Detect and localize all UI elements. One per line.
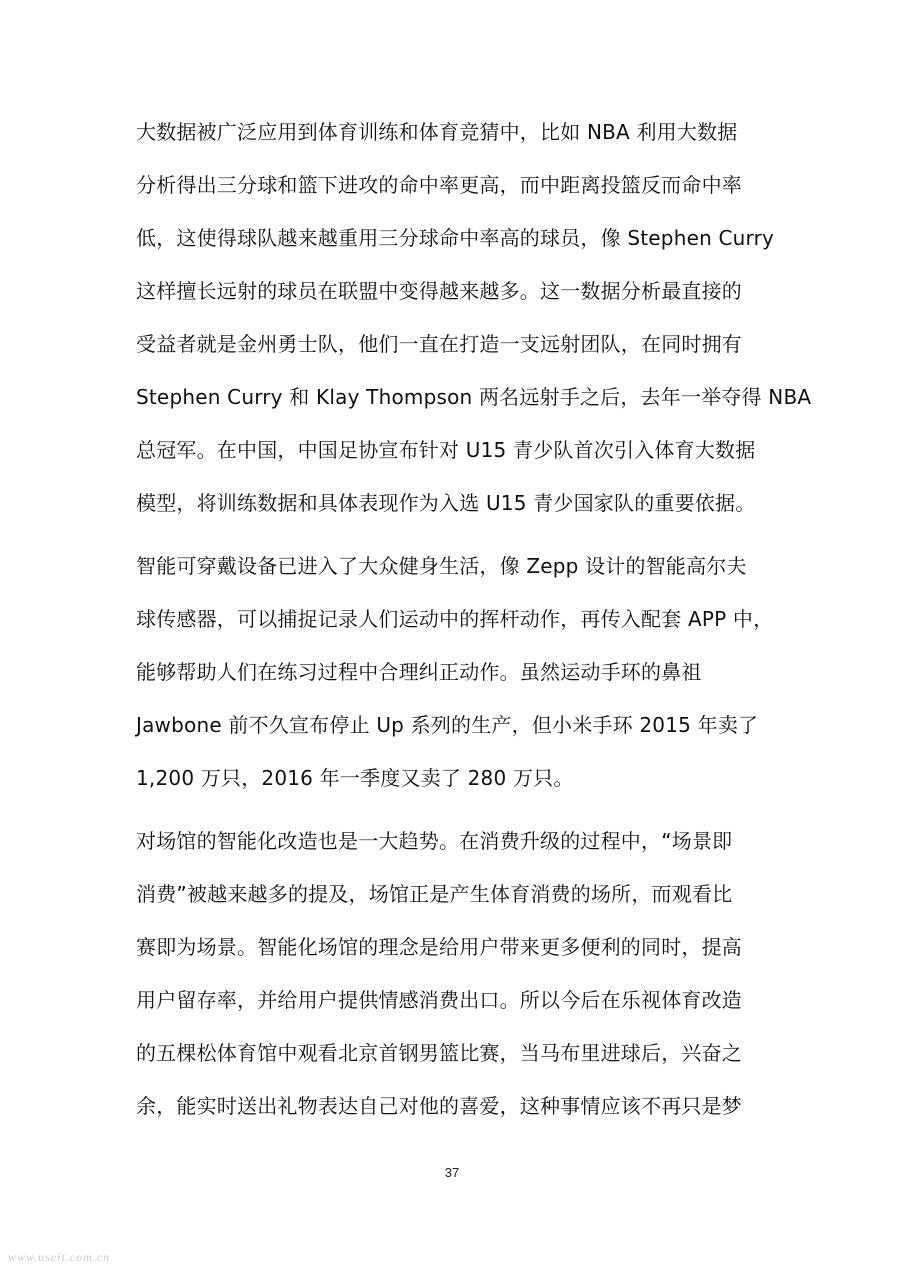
text-line: 模型，将训练数据和具体表现作为入选 U15 青少国家队的重要依据。: [136, 491, 756, 515]
text-line: 大数据被广泛应用到体育训练和体育竞猜中，比如 NBA 利用大数据: [136, 120, 738, 144]
text-line: 消费”被越来越多的提及，场馆正是产生体育消费的场所，而观看比: [136, 882, 733, 906]
text-line: 对场馆的智能化改造也是一大趋势。在消费升级的过程中，“场景即: [136, 829, 733, 853]
text-line: 能够帮助人们在练习过程中合理纠正动作。虽然运动手环的鼻祖: [136, 660, 702, 684]
paragraph-smart-venues: [136, 815, 776, 1133]
page-number: 37: [444, 1165, 460, 1180]
body-text: [136, 106, 812, 1133]
text-line: 余，能实时送出礼物表达自己对他的喜爱，这种事情应该不再只是梦: [136, 1094, 742, 1118]
watermark: www.useit.com.cn: [8, 1250, 111, 1264]
text-line: 用户留存率，并给用户提供情感消费出口。所以今后在乐视体育改造: [136, 988, 742, 1012]
text-line: 这样擅长远射的球员在联盟中变得越来越多。这一数据分析最直接的: [136, 279, 742, 303]
text-line: 的五棵松体育馆中观看北京首钢男篮比赛，当马布里进球后，兴奋之: [136, 1041, 742, 1065]
text-line: 低，这使得球队越来越重用三分球命中率高的球员，像 Stephen Curry: [136, 226, 775, 250]
text-line: 1,200 万只，2016 年一季度又卖了 280 万只。: [136, 766, 574, 790]
text-line: 总冠军。在中国，中国足协宣布针对 U15 青少队首次引入体育大数据: [136, 438, 756, 462]
paragraph-wearables: [136, 540, 776, 805]
paragraph-spacer: [136, 805, 776, 815]
text-line: 智能可穿戴设备已进入了大众健身生活，像 Zepp 设计的智能高尔夫: [136, 554, 747, 578]
text-line: 球传感器，可以捕捉记录人们运动中的挥杆动作，再传入配套 APP 中，: [136, 607, 774, 631]
text-line: 分析得出三分球和篮下进攻的命中率更高，而中距离投篮反而命中率: [136, 173, 742, 197]
paragraph-spacer: [136, 530, 776, 540]
text-line: 受益者就是金州勇士队，他们一直在打造一支远射团队，在同时拥有: [136, 332, 742, 356]
text-line: Stephen Curry 和 Klay Thompson 两名远射手之后，去年一举夺得 NBA: [136, 385, 812, 409]
paragraph-nba-big-data: [136, 106, 812, 530]
text-line: 赛即为场景。智能化场馆的理念是给用户带来更多便利的同时，提高: [136, 935, 742, 959]
text-line: Jawbone 前不久宣布停止 Up 系列的生产，但小米手环 2015 年卖了: [136, 713, 759, 737]
